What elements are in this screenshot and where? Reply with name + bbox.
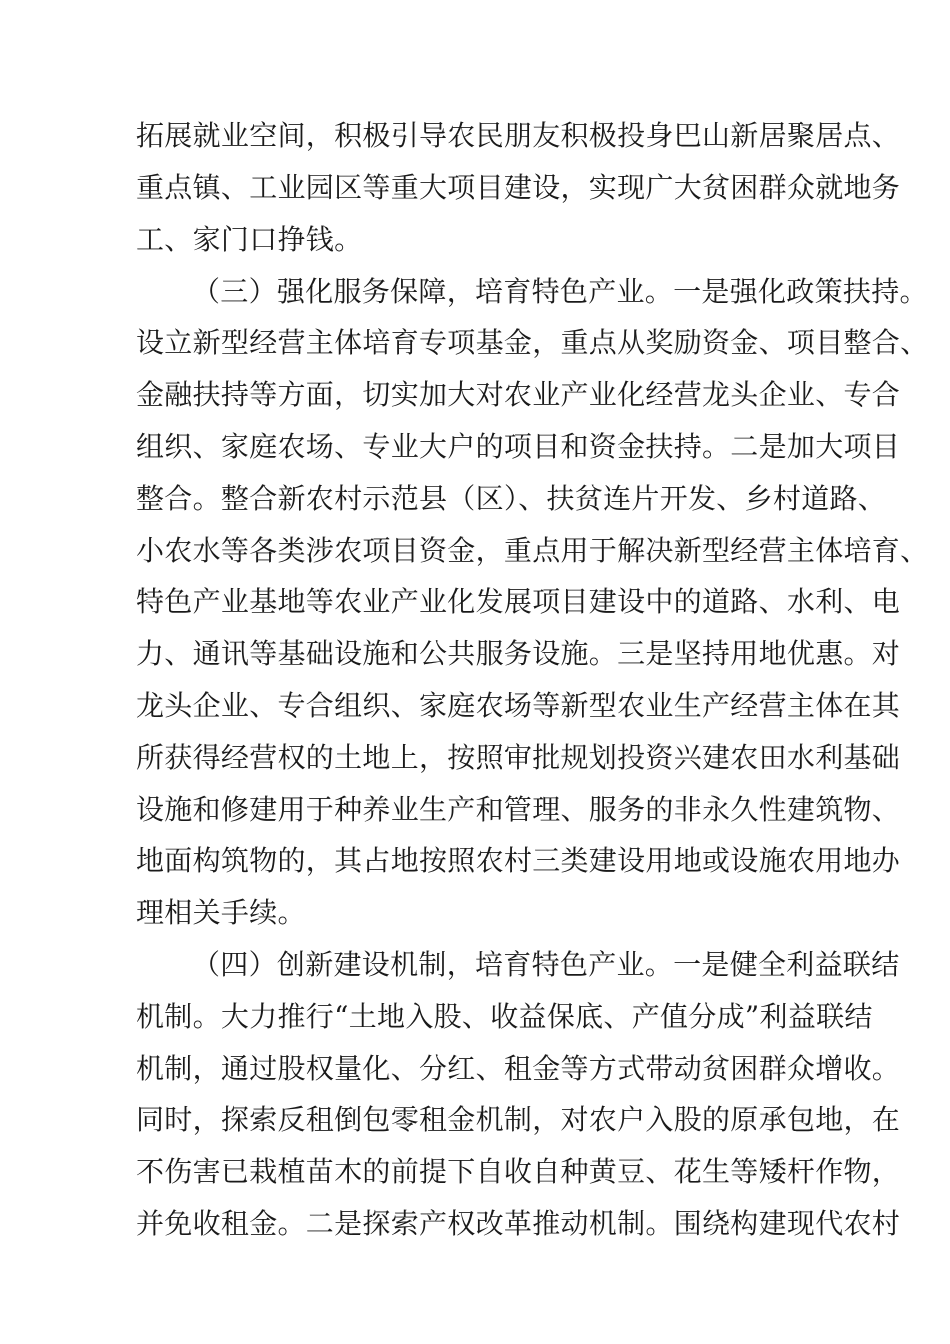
text-line-9: 小农水等各类涉农项目资金，重点用于解决新型经营主体培育、 — [136, 534, 929, 567]
text-line-19: 机制，通过股权量化、分红、租金等方式带动贫困群众增收。 — [136, 1052, 901, 1085]
text-line-22: 并免收租金。二是探索产权改革推动机制。围绕构建现代农村 — [136, 1207, 901, 1240]
text-line-21: 不伤害已栽植苗木的前提下自收自种黄豆、花生等矮杆作物， — [136, 1155, 901, 1188]
text-line-12: 龙头企业、专合组织、家庭农场等新型农业生产经营主体在其 — [136, 689, 901, 722]
text-line-5: 设立新型经营主体培育专项基金，重点从奖励资金、项目整合、 — [136, 326, 929, 359]
text-line-1: 拓展就业空间，积极引导农民朋友积极投身巴山新居聚居点、 — [136, 119, 901, 152]
text-line-2: 重点镇、工业园区等重大项目建设，实现广大贫困群众就地务 — [136, 171, 901, 204]
text-line-6: 金融扶持等方面，切实加大对农业产业化经营龙头企业、专合 — [136, 378, 901, 411]
text-line-13: 所获得经营权的土地上，按照审批规划投资兴建农田水利基础 — [136, 741, 901, 774]
paragraph-heading-4: （四）创新建设机制，培育特色产业。一是健全利益联结 — [192, 948, 900, 981]
text-line-11: 力、通讯等基础设施和公共服务设施。三是坚持用地优惠。对 — [136, 637, 901, 670]
text-line-16: 理相关手续。 — [136, 896, 306, 929]
text-line-15: 地面构筑物的，其占地按照农村三类建设用地或设施农用地办 — [136, 844, 901, 877]
text-line-14: 设施和修建用于种养业生产和管理、服务的非永久性建筑物、 — [136, 793, 901, 826]
text-line-8: 整合。整合新农村示范县（区）、扶贫连片开发、乡村道路、 — [136, 482, 887, 515]
text-line-3: 工、家门口挣钱。 — [136, 223, 363, 256]
text-line-10: 特色产业基地等农业产业化发展项目建设中的道路、水利、电 — [136, 585, 901, 618]
paragraph-heading-3: （三）强化服务保障，培育特色产业。一是强化政策扶持。 — [192, 275, 928, 308]
text-line-20: 同时，探索反租倒包零租金机制，对农户入股的原承包地，在 — [136, 1103, 901, 1136]
text-line-18: 机制。大力推行“土地入股、收益保底、产值分成”利益联结 — [136, 1000, 873, 1033]
text-line-7: 组织、家庭农场、专业大户的项目和资金扶持。二是加大项目 — [136, 430, 901, 463]
